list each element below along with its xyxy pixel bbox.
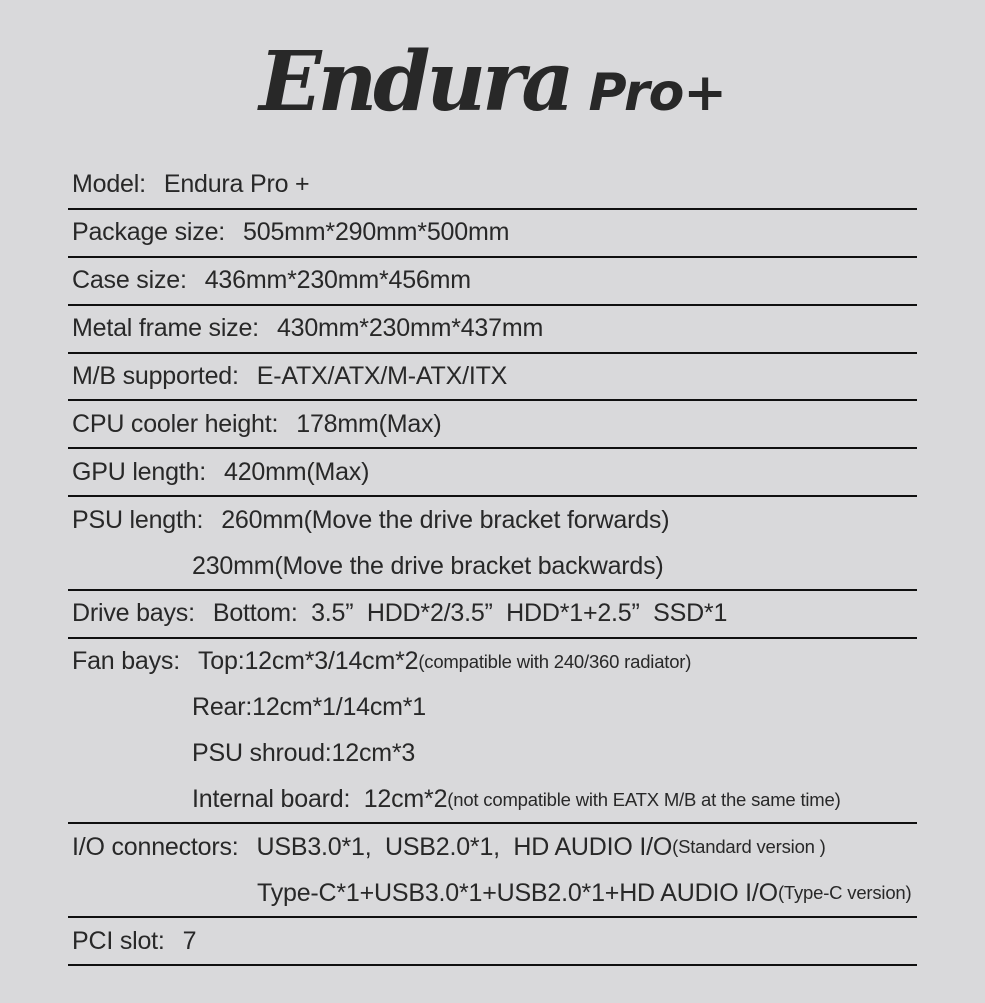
spec-value: Top:12cm*3/14cm*2 [197,647,419,676]
spec-line [68,731,917,777]
spec-line [68,543,917,589]
spec-label: I/O connectors: [72,832,239,861]
spec-value: E-ATX/ATX/M-ATX/ITX [256,362,508,390]
spec-label: GPU length: [72,457,206,486]
spec-line [68,497,917,543]
spec-line [68,685,917,731]
spec-row-psu-length [68,497,917,591]
spec-line [68,918,917,964]
spec-value: Internal board: 12cm*2 [192,785,448,814]
spec-label: Fan bays: [72,647,180,676]
spec-row-gpu-length [68,449,917,497]
spec-value: Endura Pro + [163,170,310,199]
spec-value: 7 [182,926,197,955]
spec-value: USB3.0*1, USB2.0*1, HD AUDIO I/O [256,832,673,861]
spec-label: Drive bays: [72,599,195,628]
spec-row-io-connectors [68,824,917,918]
spec-table [68,162,917,966]
spec-value-note: (compatible with 240/360 radiator) [418,650,692,672]
product-title [0,30,985,134]
spec-value-note: (not compatible with EATX M/B at the same time) [447,788,841,810]
spec-value-note: (Type-C version) [777,882,912,904]
spec-value: 260mm(Move the drive bracket forwards) [221,505,670,534]
spec-value: 430mm*230mm*437mm [276,314,544,343]
spec-row-model [68,162,917,210]
spec-label: Metal frame size: [72,314,259,343]
spec-value: 436mm*230mm*456mm [204,266,471,295]
spec-row-mb-supported [68,354,917,402]
spec-value: Bottom: 3.5” HDD*2/3.5” HDD*1+2.5” SSD*1 [212,599,728,628]
spec-row-fan-bays [68,639,917,825]
spec-label: Case size: [72,266,187,295]
spec-line [68,591,917,637]
product-title-suffix: Pro+ [588,63,726,123]
spec-label: PSU length: [72,505,204,534]
spec-value-note: (Standard version ) [672,836,826,858]
product-title-brand: Endura [259,34,571,130]
spec-label: Model: [72,170,146,199]
spec-value: 420mm(Max) [223,457,370,486]
spec-line [68,639,917,685]
spec-value: Rear:12cm*1/14cm*1 [192,693,427,722]
spec-value: 230mm(Move the drive bracket backwards) [192,551,664,580]
spec-value: Type-C*1+USB3.0*1+USB2.0*1+HD AUDIO I/O [257,878,778,907]
spec-line [68,258,917,304]
spec-label: CPU cooler height: [72,409,279,438]
spec-line [68,354,917,400]
spec-line [68,449,917,495]
spec-value: PSU shroud:12cm*3 [192,739,416,768]
spec-row-case-size [68,258,917,306]
spec-row-metal-frame-size [68,306,917,354]
spec-label: Package size: [72,218,226,247]
spec-label: M/B supported: [72,362,239,390]
spec-value: 178mm(Max) [296,409,442,438]
spec-line [68,210,917,256]
spec-line [68,401,917,447]
spec-line [68,824,917,870]
spec-line [68,306,917,352]
spec-label: PCI slot: [72,926,165,955]
spec-line [68,870,917,916]
spec-row-drive-bays [68,591,917,639]
spec-row-package-size [68,210,917,258]
spec-line [68,777,917,823]
spec-line [68,162,917,208]
spec-row-pci-slot [68,918,917,966]
spec-value: 505mm*290mm*500mm [243,218,510,247]
spec-row-cpu-cooler-height [68,401,917,449]
